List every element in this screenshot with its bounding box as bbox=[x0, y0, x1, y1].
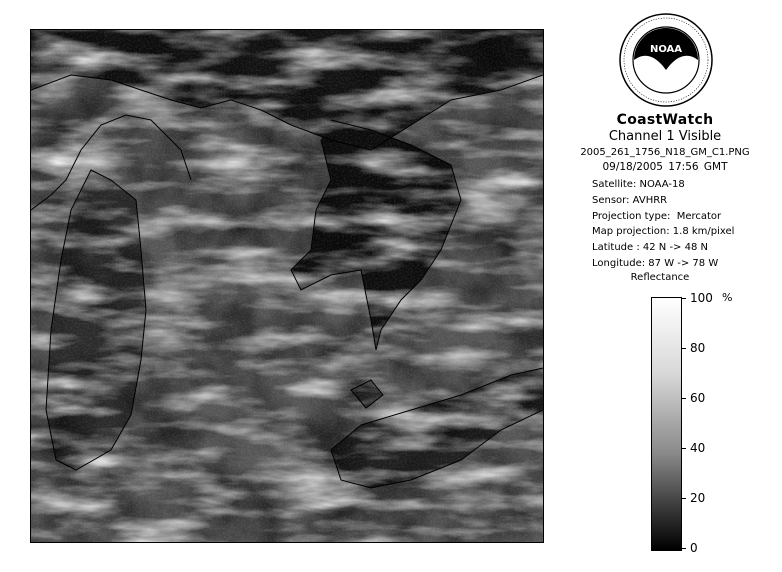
satellite-map-svg bbox=[31, 30, 543, 542]
colorbar-tick-label: 40 bbox=[690, 441, 706, 455]
colorbar-tick bbox=[681, 398, 686, 399]
colorbar-tick-label: 0 bbox=[690, 541, 698, 555]
sensor-label: Sensor: AVHRR bbox=[592, 194, 668, 206]
colorbar-tick bbox=[681, 348, 686, 349]
cloud-speckle-layer bbox=[31, 30, 543, 542]
colorbar-title: Reflectance bbox=[630, 272, 690, 283]
satellite-image bbox=[30, 29, 544, 543]
noaa-logo-text: NOAA bbox=[649, 44, 683, 55]
satellite-label: Satellite: NOAA-18 bbox=[592, 179, 685, 190]
noaa-logo-svg bbox=[618, 12, 714, 108]
noaa-logo bbox=[618, 12, 714, 108]
filename-label: 2005_261_1756_N18_GM_C1.PNG bbox=[580, 147, 750, 158]
colorbar-tick-label: 60 bbox=[690, 391, 706, 405]
map-projection-label: Map projection: 1.8 km/pixel bbox=[592, 226, 735, 238]
colorbar-tick bbox=[681, 548, 686, 549]
colorbar-tick-label: 80 bbox=[690, 341, 706, 355]
projection-type-label: Projection type: Mercator bbox=[592, 210, 722, 222]
latitude-label: Latitude : 42 N -> 48 N bbox=[592, 242, 708, 254]
colorbar-tick bbox=[681, 498, 686, 499]
product-title: CoastWatch bbox=[616, 112, 714, 128]
colorbar-unit: % bbox=[722, 291, 733, 304]
colorbar-tick bbox=[681, 298, 686, 299]
longitude-label: Longitude: 87 W -> 78 W bbox=[592, 257, 719, 269]
datetime-label: 09/18/2005 17:56 GMT bbox=[602, 161, 728, 173]
reflectance-colorbar bbox=[651, 297, 682, 551]
channel-label: Channel 1 Visible bbox=[608, 129, 722, 144]
metadata-block bbox=[592, 177, 734, 272]
colorbar-tick bbox=[681, 448, 686, 449]
colorbar-tick-label: 100 bbox=[690, 291, 713, 305]
colorbar-tick-label: 20 bbox=[690, 491, 706, 505]
